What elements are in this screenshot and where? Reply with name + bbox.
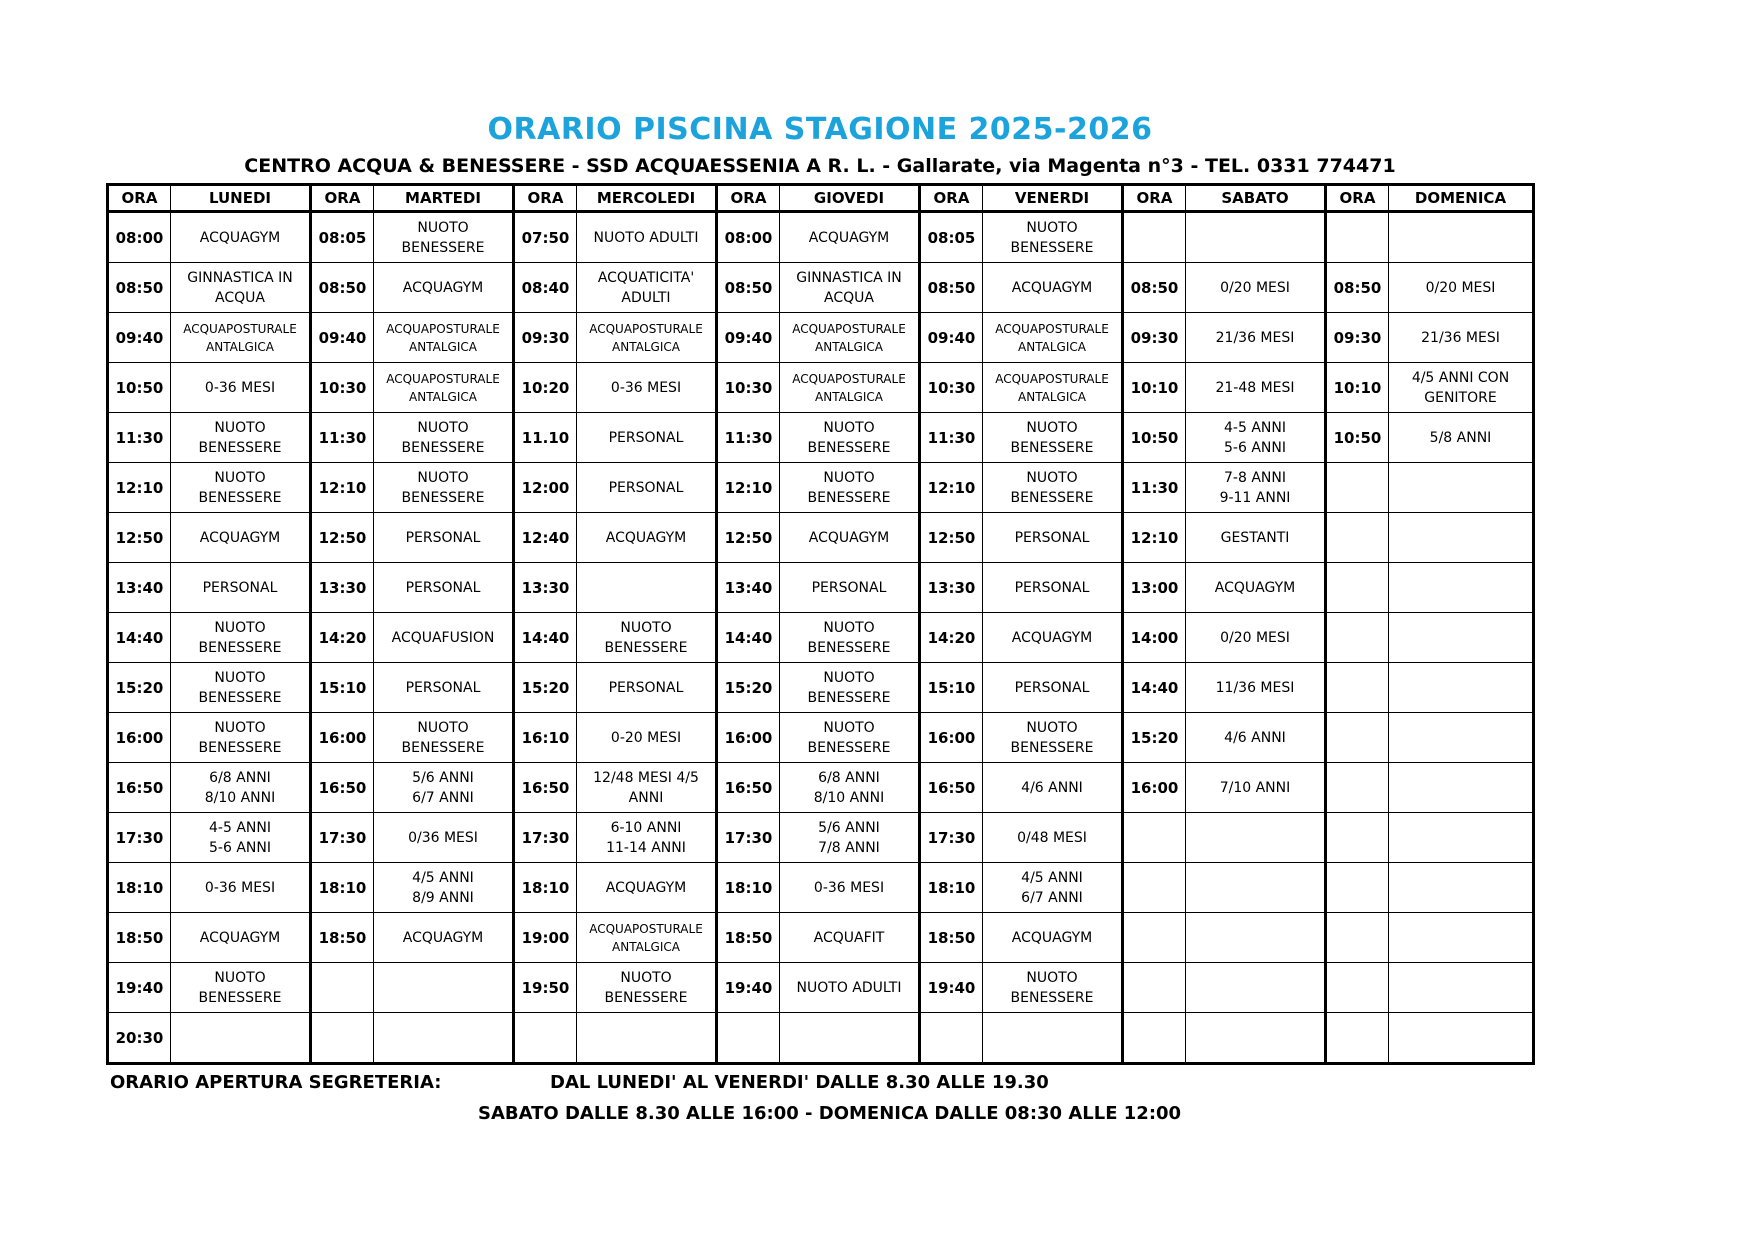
time-cell: 10:50 xyxy=(1123,413,1186,463)
time-cell xyxy=(1123,813,1186,863)
page-title: ORARIO PISCINA STAGIONE 2025-2026 xyxy=(487,112,1153,147)
time-cell: 12:40 xyxy=(514,513,577,563)
activity-cell: PERSONAL xyxy=(983,663,1123,713)
table-row xyxy=(108,963,1534,1013)
header-ora: ORA xyxy=(311,185,374,212)
activity-cell xyxy=(1389,713,1534,763)
time-cell: 15:20 xyxy=(1123,713,1186,763)
activity-cell: NUOTO BENESSERE xyxy=(171,963,311,1013)
time-cell xyxy=(311,1013,374,1064)
time-cell: 18:10 xyxy=(108,863,171,913)
activity-cell xyxy=(1389,1013,1534,1064)
time-cell: 18:50 xyxy=(717,913,780,963)
activity-cell: PERSONAL xyxy=(780,563,920,613)
activity-cell: ACQUAFIT xyxy=(780,913,920,963)
activity-cell: ACQUAGYM xyxy=(171,212,311,263)
activity-cell: PERSONAL xyxy=(374,513,514,563)
activity-cell: 0-20 MESI xyxy=(577,713,717,763)
activity-cell: 4/6 ANNI xyxy=(983,763,1123,813)
time-cell xyxy=(1326,963,1389,1013)
activity-cell: NUOTO BENESSERE xyxy=(780,463,920,513)
activity-cell xyxy=(780,1013,920,1064)
activity-cell: ACQUAGYM xyxy=(983,263,1123,313)
time-cell: 15:20 xyxy=(514,663,577,713)
activity-cell: 0/20 MESI xyxy=(1186,263,1326,313)
activity-cell: 21-48 MESI xyxy=(1186,363,1326,413)
activity-cell: ACQUAFUSION xyxy=(374,613,514,663)
office-hours-weekend: SABATO DALLE 8.30 ALLE 16:00 - DOMENICA DALLE 08:30 ALLE 12:00 xyxy=(478,1103,1182,1124)
activity-cell: 5/6 ANNI 6/7 ANNI xyxy=(374,763,514,813)
activity-cell: PERSONAL xyxy=(577,663,717,713)
time-cell xyxy=(1326,613,1389,663)
time-cell xyxy=(1326,212,1389,263)
time-cell: 13:40 xyxy=(717,563,780,613)
office-hours-weekdays: DAL LUNEDI' AL VENERDI' DALLE 8.30 ALLE 19.30 xyxy=(550,1072,1049,1093)
time-cell: 09:40 xyxy=(920,313,983,363)
time-cell: 10:50 xyxy=(1326,413,1389,463)
time-cell: 09:30 xyxy=(1123,313,1186,363)
activity-cell xyxy=(1389,613,1534,663)
time-cell: 08:00 xyxy=(717,212,780,263)
activity-cell: 6-10 ANNI 11-14 ANNI xyxy=(577,813,717,863)
time-cell: 10:30 xyxy=(311,363,374,413)
time-cell xyxy=(1326,813,1389,863)
activity-cell: ACQUAGYM xyxy=(374,263,514,313)
page-subtitle: CENTRO ACQUA & BENESSERE - SSD ACQUAESSENIA A R. L. - Gallarate, via Magenta n°3 - TEL. 0331 774471 xyxy=(244,155,1396,177)
time-cell: 20:30 xyxy=(108,1013,171,1064)
time-cell: 11:30 xyxy=(920,413,983,463)
activity-cell: GINNASTICA IN ACQUA xyxy=(171,263,311,313)
time-cell: 09:40 xyxy=(108,313,171,363)
time-cell: 19:00 xyxy=(514,913,577,963)
activity-cell: 4/6 ANNI xyxy=(1186,713,1326,763)
table-row xyxy=(108,1013,1534,1064)
activity-cell: 0-36 MESI xyxy=(577,363,717,413)
time-cell: 08:50 xyxy=(1326,263,1389,313)
activity-cell: ACQUAPOSTURALE ANTALGICA xyxy=(171,313,311,363)
activity-cell: NUOTO BENESSERE xyxy=(983,713,1123,763)
table-row xyxy=(108,713,1534,763)
activity-cell xyxy=(1389,463,1534,513)
time-cell: 18:50 xyxy=(108,913,171,963)
time-cell: 13:40 xyxy=(108,563,171,613)
time-cell: 12:50 xyxy=(920,513,983,563)
time-cell xyxy=(311,963,374,1013)
table-row xyxy=(108,363,1534,413)
time-cell: 10:50 xyxy=(108,363,171,413)
time-cell: 11.10 xyxy=(514,413,577,463)
activity-cell: NUOTO BENESSERE xyxy=(780,413,920,463)
header-ora: ORA xyxy=(514,185,577,212)
time-cell: 14:20 xyxy=(311,613,374,663)
time-cell: 14:00 xyxy=(1123,613,1186,663)
activity-cell: 4/5 ANNI 8/9 ANNI xyxy=(374,863,514,913)
activity-cell: NUOTO BENESSERE xyxy=(171,413,311,463)
time-cell: 18:10 xyxy=(311,863,374,913)
time-cell: 14:40 xyxy=(108,613,171,663)
activity-cell: 7/10 ANNI xyxy=(1186,763,1326,813)
activity-cell: NUOTO BENESSERE xyxy=(577,613,717,663)
time-cell: 15:20 xyxy=(717,663,780,713)
time-cell: 16:50 xyxy=(717,763,780,813)
time-cell xyxy=(1123,963,1186,1013)
activity-cell: PERSONAL xyxy=(374,663,514,713)
header-ora: ORA xyxy=(920,185,983,212)
time-cell: 17:30 xyxy=(717,813,780,863)
header-day: MERCOLEDI xyxy=(577,185,717,212)
activity-cell: PERSONAL xyxy=(983,563,1123,613)
activity-cell: NUOTO BENESSERE xyxy=(374,713,514,763)
time-cell: 19:50 xyxy=(514,963,577,1013)
time-cell xyxy=(1326,563,1389,613)
time-cell: 14:20 xyxy=(920,613,983,663)
time-cell: 10:10 xyxy=(1123,363,1186,413)
time-cell: 16:10 xyxy=(514,713,577,763)
time-cell: 16:00 xyxy=(920,713,983,763)
time-cell: 09:30 xyxy=(1326,313,1389,363)
time-cell: 15:10 xyxy=(920,663,983,713)
activity-cell: 0/36 MESI xyxy=(374,813,514,863)
table-row xyxy=(108,463,1534,513)
activity-cell xyxy=(577,563,717,613)
time-cell: 19:40 xyxy=(717,963,780,1013)
time-cell xyxy=(1326,763,1389,813)
activity-cell: 7-8 ANNI 9-11 ANNI xyxy=(1186,463,1326,513)
activity-cell: ACQUAGYM xyxy=(171,513,311,563)
activity-cell: NUOTO BENESSERE xyxy=(171,713,311,763)
time-cell: 19:40 xyxy=(920,963,983,1013)
schedule-table xyxy=(106,183,1535,1065)
time-cell: 12:10 xyxy=(920,463,983,513)
activity-cell: ACQUAGYM xyxy=(374,913,514,963)
activity-cell: PERSONAL xyxy=(374,563,514,613)
header-ora: ORA xyxy=(717,185,780,212)
activity-cell: NUOTO BENESSERE xyxy=(171,613,311,663)
header-day: DOMENICA xyxy=(1389,185,1534,212)
table-row xyxy=(108,263,1534,313)
activity-cell: 0/20 MESI xyxy=(1186,613,1326,663)
time-cell: 16:00 xyxy=(717,713,780,763)
activity-cell xyxy=(1389,913,1534,963)
activity-cell: 12/48 MESI 4/5 ANNI xyxy=(577,763,717,813)
activity-cell xyxy=(983,1013,1123,1064)
activity-cell xyxy=(1389,212,1534,263)
time-cell: 13:30 xyxy=(514,563,577,613)
time-cell: 08:00 xyxy=(108,212,171,263)
activity-cell xyxy=(1186,963,1326,1013)
activity-cell: GESTANTI xyxy=(1186,513,1326,563)
activity-cell: ACQUAGYM xyxy=(983,913,1123,963)
activity-cell: NUOTO BENESSERE xyxy=(374,212,514,263)
table-row xyxy=(108,313,1534,363)
activity-cell: PERSONAL xyxy=(577,463,717,513)
activity-cell xyxy=(374,1013,514,1064)
time-cell: 17:30 xyxy=(920,813,983,863)
header-day: GIOVEDI xyxy=(780,185,920,212)
time-cell: 12:50 xyxy=(717,513,780,563)
time-cell xyxy=(1123,1013,1186,1064)
time-cell: 08:50 xyxy=(311,263,374,313)
time-cell: 09:30 xyxy=(514,313,577,363)
time-cell: 09:40 xyxy=(311,313,374,363)
activity-cell: NUOTO BENESSERE xyxy=(983,212,1123,263)
activity-cell: ACQUAPOSTURALE ANTALGICA xyxy=(577,313,717,363)
activity-cell xyxy=(1389,863,1534,913)
time-cell xyxy=(1123,863,1186,913)
activity-cell: ACQUAGYM xyxy=(780,212,920,263)
activity-cell: ACQUAGYM xyxy=(577,513,717,563)
activity-cell: 5/6 ANNI 7/8 ANNI xyxy=(780,813,920,863)
time-cell: 12:10 xyxy=(717,463,780,513)
activity-cell xyxy=(1186,863,1326,913)
table-row xyxy=(108,863,1534,913)
time-cell: 16:00 xyxy=(1123,763,1186,813)
time-cell: 11:30 xyxy=(311,413,374,463)
activity-cell: NUOTO BENESSERE xyxy=(374,463,514,513)
time-cell: 13:30 xyxy=(311,563,374,613)
activity-cell: ACQUAPOSTURALE ANTALGICA xyxy=(983,363,1123,413)
activity-cell: ACQUAPOSTURALE ANTALGICA xyxy=(983,313,1123,363)
activity-cell: ACQUAPOSTURALE ANTALGICA xyxy=(374,363,514,413)
time-cell xyxy=(1326,513,1389,563)
header-ora: ORA xyxy=(1123,185,1186,212)
time-cell: 15:10 xyxy=(311,663,374,713)
activity-cell: 6/8 ANNI 8/10 ANNI xyxy=(171,763,311,813)
time-cell: 08:50 xyxy=(920,263,983,313)
activity-cell xyxy=(1389,963,1534,1013)
time-cell: 14:40 xyxy=(1123,663,1186,713)
time-cell xyxy=(514,1013,577,1064)
activity-cell: ACQUAPOSTURALE ANTALGICA xyxy=(577,913,717,963)
activity-cell xyxy=(1389,513,1534,563)
time-cell: 18:10 xyxy=(920,863,983,913)
table-row xyxy=(108,563,1534,613)
time-cell: 13:00 xyxy=(1123,563,1186,613)
activity-cell: GINNASTICA IN ACQUA xyxy=(780,263,920,313)
activity-cell: PERSONAL xyxy=(983,513,1123,563)
time-cell: 12:50 xyxy=(108,513,171,563)
activity-cell: NUOTO BENESSERE xyxy=(171,463,311,513)
table-row xyxy=(108,212,1534,263)
activity-cell: 0-36 MESI xyxy=(171,363,311,413)
time-cell xyxy=(920,1013,983,1064)
time-cell: 10:10 xyxy=(1326,363,1389,413)
activity-cell: 4/5 ANNI 6/7 ANNI xyxy=(983,863,1123,913)
time-cell: 08:50 xyxy=(717,263,780,313)
time-cell: 12:50 xyxy=(311,513,374,563)
header-day: MARTEDI xyxy=(374,185,514,212)
activity-cell: ACQUAGYM xyxy=(1186,563,1326,613)
time-cell: 11:30 xyxy=(108,413,171,463)
table-row xyxy=(108,513,1534,563)
activity-cell xyxy=(1186,813,1326,863)
activity-cell: ACQUAGYM xyxy=(983,613,1123,663)
table-row xyxy=(108,813,1534,863)
activity-cell: NUOTO BENESSERE xyxy=(780,663,920,713)
time-cell: 12:10 xyxy=(108,463,171,513)
time-cell: 07:50 xyxy=(514,212,577,263)
time-cell xyxy=(1326,663,1389,713)
activity-cell: ACQUAPOSTURALE ANTALGICA xyxy=(374,313,514,363)
activity-cell: NUOTO BENESSERE xyxy=(780,713,920,763)
activity-cell: NUOTO BENESSERE xyxy=(171,663,311,713)
time-cell: 13:30 xyxy=(920,563,983,613)
time-cell: 18:10 xyxy=(717,863,780,913)
activity-cell xyxy=(1186,1013,1326,1064)
activity-cell: NUOTO BENESSERE xyxy=(780,613,920,663)
time-cell xyxy=(1326,463,1389,513)
activity-cell: 5/8 ANNI xyxy=(1389,413,1534,463)
activity-cell xyxy=(1389,663,1534,713)
activity-cell: NUOTO ADULTI xyxy=(577,212,717,263)
activity-cell: PERSONAL xyxy=(171,563,311,613)
header-day: SABATO xyxy=(1186,185,1326,212)
activity-cell: 0/20 MESI xyxy=(1389,263,1534,313)
time-cell: 08:50 xyxy=(108,263,171,313)
time-cell xyxy=(1326,713,1389,763)
activity-cell xyxy=(374,963,514,1013)
time-cell: 18:50 xyxy=(920,913,983,963)
activity-cell xyxy=(1389,763,1534,813)
time-cell: 15:20 xyxy=(108,663,171,713)
time-cell: 08:50 xyxy=(1123,263,1186,313)
activity-cell: 6/8 ANNI 8/10 ANNI xyxy=(780,763,920,813)
header-day: VENERDI xyxy=(983,185,1123,212)
time-cell: 16:00 xyxy=(311,713,374,763)
time-cell: 11:30 xyxy=(1123,463,1186,513)
time-cell: 16:50 xyxy=(311,763,374,813)
time-cell xyxy=(1326,863,1389,913)
time-cell: 17:30 xyxy=(514,813,577,863)
time-cell xyxy=(1326,913,1389,963)
time-cell: 19:40 xyxy=(108,963,171,1013)
activity-cell xyxy=(577,1013,717,1064)
activity-cell xyxy=(1186,212,1326,263)
time-cell: 08:05 xyxy=(920,212,983,263)
header-ora: ORA xyxy=(108,185,171,212)
activity-cell: 11/36 MESI xyxy=(1186,663,1326,713)
time-cell: 12:10 xyxy=(311,463,374,513)
activity-cell: NUOTO BENESSERE xyxy=(983,413,1123,463)
time-cell: 12:00 xyxy=(514,463,577,513)
office-hours-label: ORARIO APERTURA SEGRETERIA: xyxy=(110,1072,442,1093)
table-row xyxy=(108,663,1534,713)
time-cell: 17:30 xyxy=(108,813,171,863)
time-cell: 16:50 xyxy=(108,763,171,813)
time-cell: 10:30 xyxy=(920,363,983,413)
activity-cell: 4/5 ANNI CON GENITORE xyxy=(1389,363,1534,413)
activity-cell xyxy=(1389,563,1534,613)
header-ora: ORA xyxy=(1326,185,1389,212)
activity-cell xyxy=(171,1013,311,1064)
time-cell: 18:50 xyxy=(311,913,374,963)
activity-cell: NUOTO BENESSERE xyxy=(983,463,1123,513)
activity-cell: ACQUATICITA' ADULTI xyxy=(577,263,717,313)
time-cell: 18:10 xyxy=(514,863,577,913)
time-cell xyxy=(717,1013,780,1064)
activity-cell: 4-5 ANNI 5-6 ANNI xyxy=(1186,413,1326,463)
time-cell: 14:40 xyxy=(514,613,577,663)
time-cell: 10:20 xyxy=(514,363,577,413)
table-row xyxy=(108,613,1534,663)
time-cell xyxy=(1123,913,1186,963)
time-cell: 12:10 xyxy=(1123,513,1186,563)
schedule-header-row xyxy=(108,185,1534,212)
time-cell: 14:40 xyxy=(717,613,780,663)
time-cell: 10:30 xyxy=(717,363,780,413)
activity-cell: NUOTO ADULTI xyxy=(780,963,920,1013)
activity-cell: NUOTO BENESSERE xyxy=(577,963,717,1013)
activity-cell: 0-36 MESI xyxy=(171,863,311,913)
header-day: LUNEDI xyxy=(171,185,311,212)
activity-cell: 21/36 MESI xyxy=(1186,313,1326,363)
activity-cell xyxy=(1186,913,1326,963)
time-cell: 17:30 xyxy=(311,813,374,863)
time-cell xyxy=(1326,1013,1389,1064)
time-cell xyxy=(1123,212,1186,263)
time-cell: 09:40 xyxy=(717,313,780,363)
activity-cell xyxy=(1389,813,1534,863)
activity-cell: NUOTO BENESSERE xyxy=(983,963,1123,1013)
activity-cell: 4-5 ANNI 5-6 ANNI xyxy=(171,813,311,863)
time-cell: 16:50 xyxy=(514,763,577,813)
table-row xyxy=(108,913,1534,963)
activity-cell: ACQUAGYM xyxy=(171,913,311,963)
activity-cell: NUOTO BENESSERE xyxy=(374,413,514,463)
time-cell: 16:50 xyxy=(920,763,983,813)
activity-cell: ACQUAGYM xyxy=(577,863,717,913)
activity-cell: ACQUAPOSTURALE ANTALGICA xyxy=(780,313,920,363)
activity-cell: ACQUAPOSTURALE ANTALGICA xyxy=(780,363,920,413)
activity-cell: ACQUAGYM xyxy=(780,513,920,563)
activity-cell: 0/48 MESI xyxy=(983,813,1123,863)
activity-cell: 21/36 MESI xyxy=(1389,313,1534,363)
activity-cell: PERSONAL xyxy=(577,413,717,463)
time-cell: 08:40 xyxy=(514,263,577,313)
activity-cell: 0-36 MESI xyxy=(780,863,920,913)
table-row xyxy=(108,413,1534,463)
time-cell: 11:30 xyxy=(717,413,780,463)
time-cell: 08:05 xyxy=(311,212,374,263)
table-row xyxy=(108,763,1534,813)
time-cell: 16:00 xyxy=(108,713,171,763)
